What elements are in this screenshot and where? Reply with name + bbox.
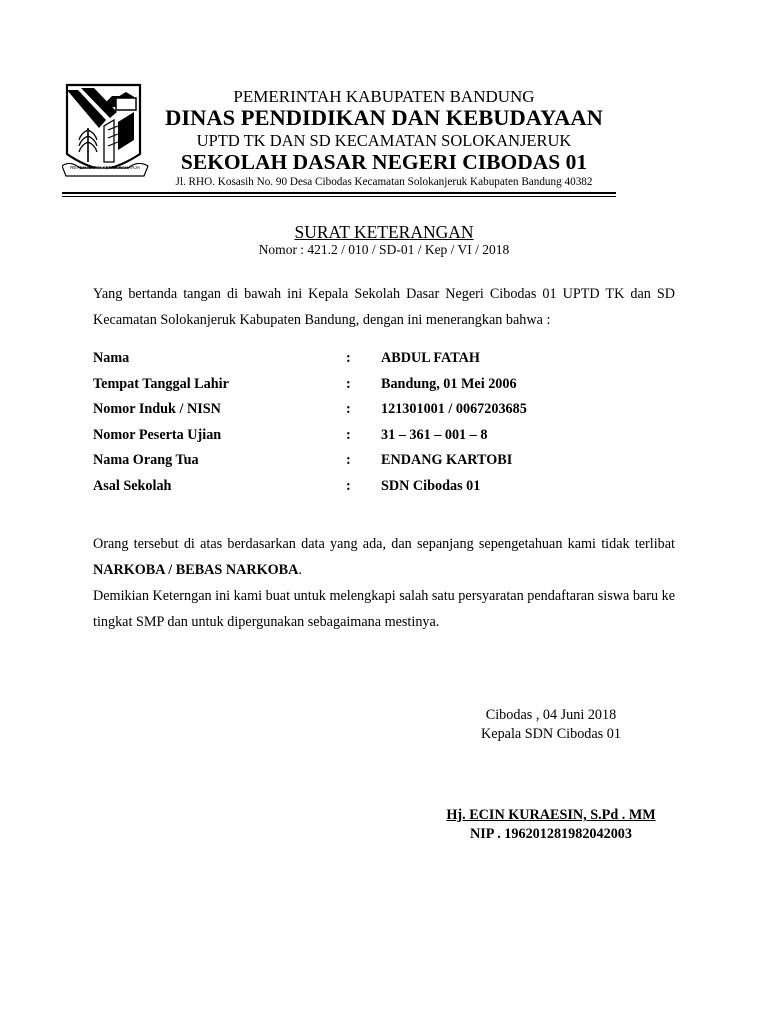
field-row-birth xyxy=(93,376,653,402)
field-row-school xyxy=(93,478,653,504)
field-label: Nomor Peserta Ujian xyxy=(93,426,222,443)
student-details xyxy=(93,350,653,504)
field-value: ABDUL FATAH xyxy=(381,350,480,366)
field-label: Asal Sekolah xyxy=(93,477,172,494)
signer-position: Kepala SDN Cibodas 01 xyxy=(481,726,621,742)
field-colon: : xyxy=(346,426,351,443)
field-row-nisn xyxy=(93,401,653,427)
school-address: Jl. RHO. Kosasih No. 90 Desa Cibodas Kecamatan Solokanjeruk Kabupaten Bandung 40382 xyxy=(175,176,593,188)
field-value: 31 – 361 – 001 – 8 xyxy=(381,426,488,443)
government-name: PEMERINTAH KABUPATEN BANDUNG xyxy=(233,87,535,106)
intro-paragraph: Yang bertanda tangan di bawah ini Kepala Sekolah Dasar Negeri Cibodas 01 UPTD TK dan SD Kecamatan Solokanjeruk Kabupaten Bandung, dengan ini menerangkan bahwa : xyxy=(93,286,675,328)
school-name: SEKOLAH DASAR NEGERI CIBODAS 01 xyxy=(180,150,588,174)
field-label: Tempat Tanggal Lahir xyxy=(93,375,229,392)
field-colon: : xyxy=(346,401,351,418)
field-value: Bandung, 01 Mei 2006 xyxy=(381,375,517,392)
field-value: ENDANG KARTOBI xyxy=(381,452,513,469)
header-divider-thin xyxy=(62,196,616,197)
unit-name: UPTD TK DAN SD KECAMATAN SOLOKANJERUK xyxy=(196,131,572,150)
field-colon: : xyxy=(346,350,351,366)
bandung-regency-logo-icon xyxy=(62,82,162,178)
agency-name: DINAS PENDIDIKAN DAN KEBUDAYAAN xyxy=(165,105,603,130)
place-date: Cibodas , 04 Juni 2018 xyxy=(485,707,617,723)
field-row-parent xyxy=(93,452,653,478)
field-row-name xyxy=(93,350,653,376)
statement-paragraphs xyxy=(93,531,675,635)
statement-emphasis: NARKOBA / BEBAS NARKOBA xyxy=(93,562,299,578)
signer-name: Hj. ECIN KURAESIN, S.Pd . MM xyxy=(446,807,656,823)
field-value: SDN Cibodas 01 xyxy=(381,477,481,494)
logo-motto: REPEH RAPIH KERTA RAHARJA xyxy=(70,165,140,170)
field-row-exam-number xyxy=(93,427,653,453)
field-label: Nama Orang Tua xyxy=(93,452,199,469)
statement-end: . xyxy=(298,562,302,578)
signer-nip: NIP . 196201281982042003 xyxy=(470,826,632,842)
statement-text: Orang tersebut di atas berdasarkan data yang ada, dan sepanjang sepengetahuan kami tidak terlibat xyxy=(93,536,675,552)
document-number: Nomor : 421.2 / 010 / SD-01 / Kep / VI / 2018 xyxy=(258,242,510,257)
field-label: Nomor Induk / NISN xyxy=(93,401,221,418)
field-colon: : xyxy=(346,452,351,469)
field-colon: : xyxy=(346,477,351,494)
field-value: 121301001 / 0067203685 xyxy=(381,401,527,418)
document-title: SURAT KETERANGAN xyxy=(294,222,474,242)
closing-paragraph: Demikian Keterngan ini kami buat untuk melengkapi salah satu persyaratan pendaftaran siswa baru ke tingkat SMP dan untuk dipergunakan sebagaimana mestinya. xyxy=(93,588,675,630)
field-label: Nama xyxy=(93,350,130,366)
statement-paragraph xyxy=(93,531,675,583)
field-colon: : xyxy=(346,375,351,392)
header-divider-thick xyxy=(62,192,616,194)
